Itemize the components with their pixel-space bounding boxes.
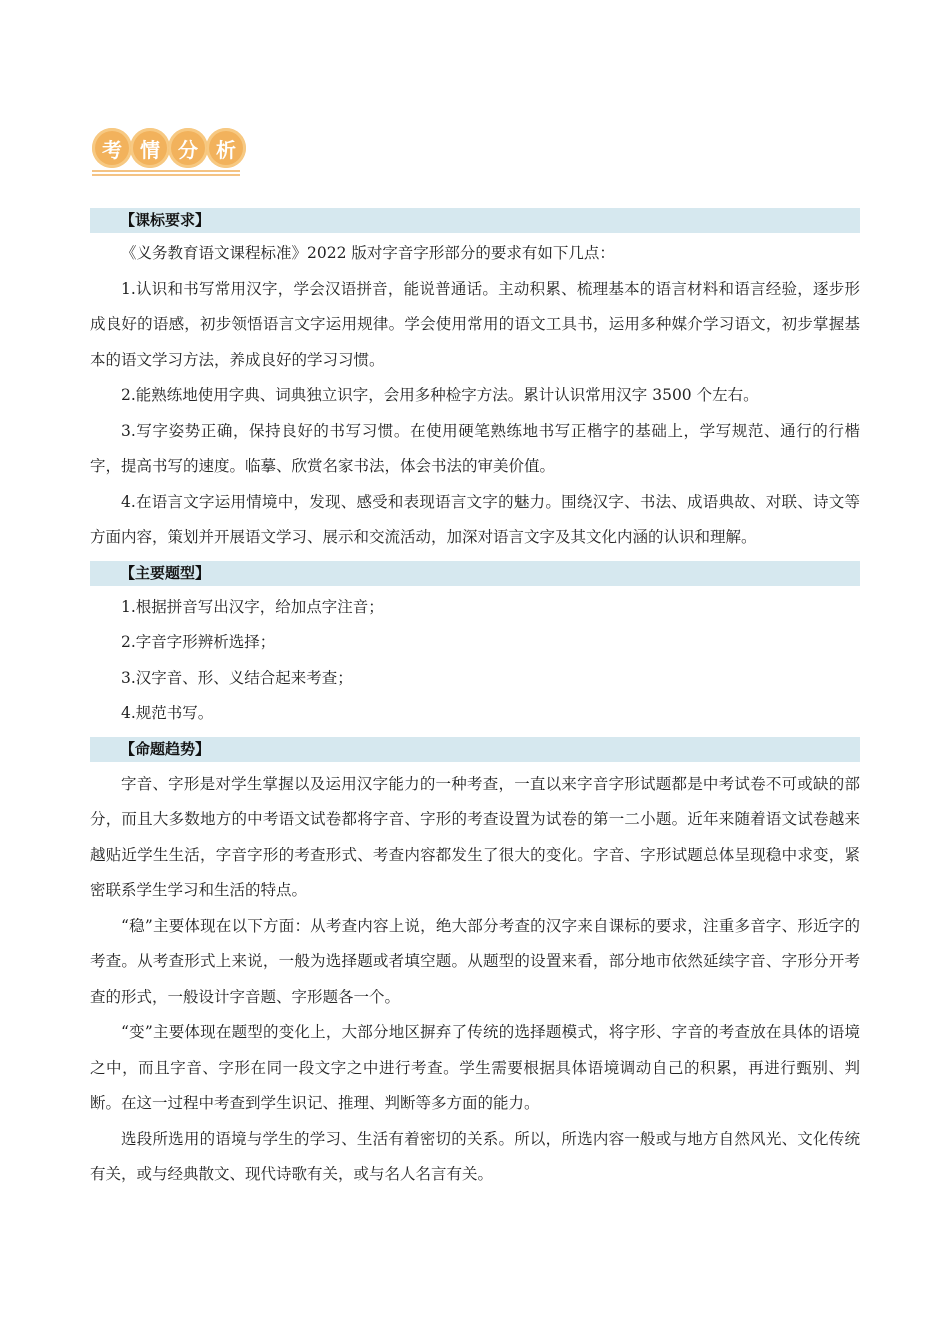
section-header-trends: 【命题趋势】	[90, 737, 860, 762]
badge-char: 析	[206, 128, 246, 168]
paragraph: 4.规范书写。	[121, 704, 214, 722]
section-header-question-types: 【主要题型】	[90, 561, 860, 586]
paragraph: 1.根据拼音写出汉字，给加点字注音；	[121, 597, 384, 616]
badge-underline	[92, 170, 240, 172]
paragraph: 字音、字形是对学生掌握以及运用汉字能力的一种考查，一直以来字音字形试题都是中考试卷不可或缺的部分，而且大多数地方的中考语文试卷都将字音、字形的考查设置为试卷的第一二小题。近年来随着语文试卷越来越贴近学生生活，字音字形的考查形式、考查内容都发生了很大的变化。字音、字形试题总体呈现稳中求变，紧密联系学生学习和生活的特点。	[90, 774, 860, 899]
section-header-curriculum: 【课标要求】	[90, 208, 860, 233]
paragraph: 2.能熟练地使用字典、词典独立识字，会用多种检字方法。累计认识常用汉字 3500 个左右。	[121, 386, 759, 404]
paragraph: “变”主要体现在题型的变化上，大部分地区摒弃了传统的选择题模式，将字形、字音的考查放在具体的语境之中，而且字音、字形在同一段文字之中进行考查。学生需要根据具体语境调动自己的积累，再进行甄别、判断。在这一过程中考查到学生识记、推理、判断等多方面的能力。	[90, 1023, 860, 1112]
badge-underline	[92, 174, 240, 176]
paragraph: 2.字音字形辨析选择；	[121, 633, 276, 651]
badge-char: 考	[92, 128, 132, 168]
paragraph: 1.认识和书写常用汉字，学会汉语拼音，能说普通话。主动积累、梳理基本的语言材料和语言经验，逐步形成良好的语感，初步领悟语言文字运用规律。学会使用常用的语文工具书，运用多种媒介学习语文，初步掌握基本的语文学习方法，养成良好的学习习惯。	[90, 279, 860, 369]
paragraph: 选段所选用的语境与学生的学习、生活有着密切的关系。所以，所选内容一般或与地方自然风光、文化传统有关，或与经典散文、现代诗歌有关，或与名人名言有关。	[90, 1129, 860, 1183]
paragraph: 3.写字姿势正确，保持良好的书写习惯。在使用硬笔熟练地书写正楷字的基础上，学写规范、通行的行楷字，提高书写的速度。临摹、欣赏名家书法，体会书法的审美价值。	[90, 421, 860, 475]
paragraph: 3.汉字音、形、义结合起来考查；	[121, 668, 353, 687]
paragraph: “稳”主要体现在以下方面：从考查内容上说，绝大部分考查的汉字来自课标的要求，注重多音字、形近字的考查。从考查形式上来说，一般为选择题或者填空题。从题型的设置来看，部分地市依然延续字音、字形分开考查的形式，一般设计字音题、字形题各一个。	[90, 916, 860, 1006]
paragraph: 《义务教育语文课程标准》2022 版对字音字形部分的要求有如下几点：	[121, 244, 615, 262]
badge-char: 分	[168, 128, 208, 168]
section-badge	[92, 120, 244, 176]
document-body	[90, 208, 860, 1193]
badge-char: 情	[130, 128, 170, 168]
paragraph: 4.在语言文字运用情境中，发现、感受和表现语言文字的魅力。围绕汉字、书法、成语典故、对联、诗文等方面内容，策划并开展语文学习、展示和交流活动，加深对语言文字及其文化内涵的认识和理解。	[90, 492, 860, 546]
